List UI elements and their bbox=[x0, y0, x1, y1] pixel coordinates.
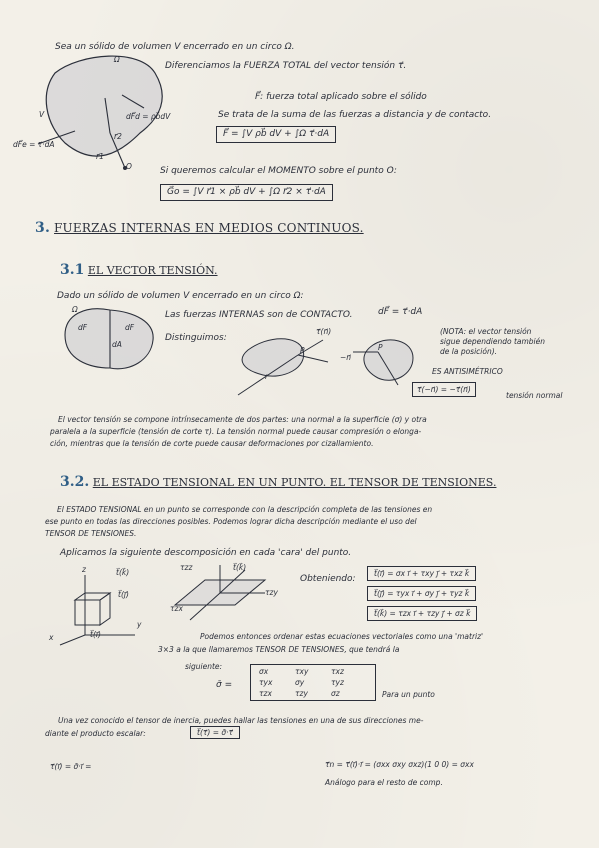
diag1-dfe: dF⃗e = τ⃗·dA bbox=[13, 140, 55, 149]
matrix-cell: τxz bbox=[331, 667, 344, 676]
line-distinguimos: Distinguimos: bbox=[165, 333, 227, 343]
ordering-line-2: 3×3 a la que llamaremos TENSOR DE TENSIONES, que tendrá la bbox=[158, 645, 400, 654]
decomposition-line: Aplicamos la siguiente descomposición en cada 'cara' del punto. bbox=[60, 548, 352, 558]
subsection-3-2-title: EL ESTADO TENSIONAL EN UN PUNTO. EL TENSOR DE TENSIONES. bbox=[92, 476, 497, 489]
diag2-omega: Ω bbox=[72, 305, 78, 314]
plane-label-tzy: τzy bbox=[265, 588, 278, 597]
equation-t-j-text: t⃗(j⃗) = τyx i⃗ + σy j⃗ + τyz k⃗ bbox=[374, 589, 470, 598]
contact-force-equation: dF⃗ = τ⃗·dA bbox=[378, 307, 423, 317]
diag2-r: r bbox=[265, 372, 269, 381]
diag2-p2: P bbox=[378, 343, 383, 352]
matrix-cell: σy bbox=[295, 678, 305, 687]
diag1-o: O bbox=[126, 162, 132, 171]
diag2-p1: P bbox=[300, 346, 305, 355]
matrix-grid bbox=[259, 667, 367, 698]
antisymmetric-equation-text: τ⃗(−n⃗) = −τ⃗(n⃗) bbox=[417, 385, 471, 394]
diag1-omega: Ω bbox=[114, 55, 120, 64]
diag2-minus-n: −n⃗ bbox=[340, 353, 352, 362]
paragraph-3-line-1: Una vez conocido el tensor de inercia, puedes hallar las tensiones en una de sus direcciones me- bbox=[58, 716, 424, 725]
matrix-cell: τyx bbox=[259, 678, 273, 687]
note-line-2: sigue dependiendo también bbox=[440, 337, 546, 346]
obteniendo-label: Obteniendo: bbox=[300, 574, 356, 584]
subsection-3-1-number: 3.1 bbox=[60, 262, 85, 278]
matrix-cell: τxy bbox=[295, 667, 309, 676]
paragraph-1-line-2: paralela a la superficie (tensión de corte τ). La tensión normal puede causar compresión o elonga- bbox=[50, 427, 422, 436]
plane-label-tk: t⃗(k⃗) bbox=[233, 563, 247, 572]
ordering-line-3: siguiente: bbox=[185, 662, 223, 671]
paragraph-2-line-3: TENSOR DE TENSIONES. bbox=[45, 529, 137, 538]
solid-diagram-1 bbox=[20, 48, 220, 188]
diag2-df-left: dF bbox=[78, 323, 88, 332]
stress-tensor-matrix bbox=[250, 664, 376, 701]
internal-solid-shape bbox=[65, 309, 153, 369]
antisymmetric-equation bbox=[412, 382, 476, 397]
diag2-da: dA bbox=[112, 340, 122, 349]
bottom-left-equation: τ⃗(i⃗) = σ̄·i⃗ = bbox=[50, 762, 92, 771]
scalar-product-equation bbox=[190, 726, 240, 739]
diag2-tn: τ⃗(n⃗) bbox=[316, 327, 332, 336]
cube-front bbox=[75, 600, 100, 625]
cube-label-tk: t⃗(k⃗) bbox=[116, 568, 130, 577]
normal-tension-label: tensión normal bbox=[506, 391, 563, 400]
subsection-3-1-title: EL VECTOR TENSIÓN. bbox=[87, 264, 218, 277]
analogo-line: Análogo para el resto de comp. bbox=[325, 778, 443, 787]
intro-line-4: Se trata de la suma de las fuerzas a distancia y de contacto. bbox=[218, 110, 492, 120]
paragraph-2-line-2: ese punto en todas las direcciones posibles. Podemos lograr dicha descripción mediante el uso del bbox=[45, 517, 417, 526]
total-force-equation bbox=[216, 126, 336, 143]
line-fuerzas-internas: Las fuerzas INTERNAS son de CONTACTO. bbox=[165, 310, 353, 320]
total-force-equation-text: F⃗ = ∫V ρb⃗ dV + ∫Ω τ⃗·dA bbox=[223, 129, 330, 139]
diag1-r2: r⃗2 bbox=[114, 132, 122, 141]
equation-t-i-text: t⃗(i⃗) = σx i⃗ + τxy j⃗ + τxz k⃗ bbox=[374, 569, 470, 578]
diag1-v: V bbox=[39, 110, 45, 119]
axis-x bbox=[60, 635, 85, 645]
matrix-cell: σz bbox=[331, 689, 340, 698]
paragraph-2-line-1: El ESTADO TENSIONAL en un punto se corresponde con la descripción completa de las tensiones en bbox=[57, 505, 433, 514]
subsection-3-2-heading bbox=[60, 474, 496, 490]
cube-label-x: x bbox=[49, 633, 54, 642]
subsection-3-2-number: 3.2. bbox=[60, 474, 90, 490]
stress-plane-diagram bbox=[165, 565, 275, 635]
equation-t-i bbox=[367, 566, 476, 581]
solid-shape bbox=[46, 56, 162, 156]
section-3-number: 3. bbox=[35, 220, 51, 236]
cube-label-y: y bbox=[137, 620, 142, 629]
diag2-df-right: dF bbox=[125, 323, 135, 332]
matrix-label: σ̄ = bbox=[216, 680, 233, 690]
matrix-cell: τzx bbox=[259, 689, 272, 698]
cube-label-z: z bbox=[82, 565, 86, 574]
equation-t-j bbox=[367, 586, 476, 601]
ordering-line-1: Podemos entonces ordenar estas ecuaciones vectoriales como una 'matriz' bbox=[200, 632, 484, 641]
matrix-cell: τyz bbox=[331, 678, 344, 687]
matrix-cell: σx bbox=[259, 667, 269, 676]
subsection-3-1-heading bbox=[60, 262, 218, 278]
scalar-product-equation-text: t⃗(τ⃗) = σ̄·τ⃗ bbox=[197, 728, 234, 737]
tension-vector-diagram bbox=[228, 330, 418, 400]
cube-label-ti: t⃗(i⃗) bbox=[90, 630, 101, 639]
equation-t-k bbox=[367, 606, 477, 621]
paragraph-3-line-2: diante el producto escalar: bbox=[45, 729, 146, 738]
matrix-cell: τzy bbox=[295, 689, 308, 698]
cube-label-tj: t⃗(j⃗) bbox=[118, 590, 129, 599]
intro-line-1: Sea un sólido de volumen V encerrado en un circo Ω. bbox=[55, 42, 295, 52]
note-line-3: de la posición). bbox=[440, 347, 498, 356]
para-un-punto: Para un punto bbox=[382, 690, 435, 699]
section-3-heading bbox=[35, 220, 364, 236]
diag1-dfd: dF⃗d = ρb⃗dV bbox=[126, 112, 171, 121]
intro-line-2: Diferenciamos la FUERZA TOTAL del vector tensión τ⃗. bbox=[165, 61, 407, 71]
diag1-r1: r⃗1 bbox=[96, 152, 104, 161]
antisymmetric-label: ES ANTISIMÉTRICO bbox=[432, 367, 503, 376]
moment-equation-text: G⃗o = ∫V r⃗1 × ρb⃗ dV + ∫Ω r⃗2 × τ⃗·dA bbox=[167, 187, 326, 197]
line-dado-un-solido: Dado un sólido de volumen V encerrado en un circo Ω: bbox=[57, 291, 304, 301]
note-line-1: (NOTA: el vector tensión bbox=[440, 327, 532, 336]
equation-t-k-text: t⃗(k⃗) = τzx i⃗ + τzy j⃗ + σz k⃗ bbox=[374, 609, 471, 618]
plane-label-tzz: τzz bbox=[180, 563, 193, 572]
paragraph-1-line-1: El vector tensión se compone intrínsecamente de dos partes: una normal a la superficie (σ) y otra bbox=[58, 415, 427, 424]
plane-label-tzx: τzx bbox=[170, 604, 183, 613]
section-3-title: FUERZAS INTERNAS EN MEDIOS CONTINUOS. bbox=[54, 221, 364, 235]
paragraph-1-line-3: ción, mientras que la tensión de corte puede causar deformaciones por cizallamiento. bbox=[50, 439, 374, 448]
intro-line-3: F⃗: fuerza total aplicado sobre el sólido bbox=[255, 92, 427, 102]
moment-line: Si queremos calcular el MOMENTO sobre el punto O: bbox=[160, 166, 397, 176]
bottom-right-equation: τ⃗n = τ⃗(i⃗)·i⃗ = (σxx σxy σxz)(1 0 0) = σxx bbox=[325, 760, 474, 769]
